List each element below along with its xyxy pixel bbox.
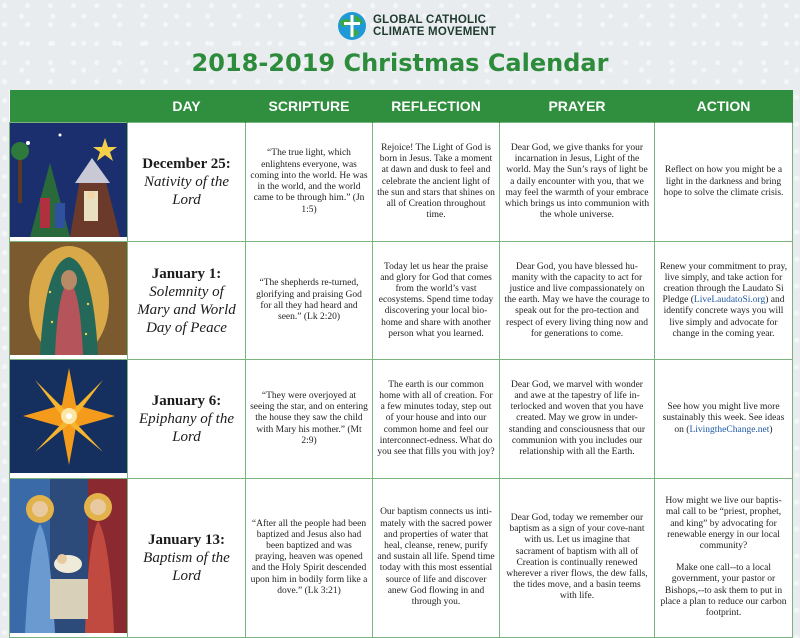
reflection-cell: Rejoice! The Light of God is born in Jesus. Take a moment at dawn and dusk to feel and celebrate the ancient light of the sun and stars that shines on all of Creation throughout time. bbox=[373, 123, 500, 242]
header-day: DAY bbox=[128, 90, 246, 123]
action-text-post: ) bbox=[769, 424, 773, 435]
action-text-pre: Renew your commitment to pray, live simply, and take action for creation through the Laudato Si Pledge ( bbox=[659, 261, 788, 306]
action-cell bbox=[655, 242, 793, 360]
day-date: January 6: bbox=[151, 393, 222, 409]
globe-icon bbox=[337, 11, 367, 41]
header-prayer: PRAYER bbox=[500, 90, 655, 123]
prayer-cell: Dear God, today we remember our baptism as a sign of your cove-nant with us. Let us imagine that sacrament of baptism with all of Creation is continually renewed wherever a river flows, the dew falls, the tides move, and a basin teems with life. bbox=[500, 478, 655, 637]
prayer-cell: Dear God, you have blessed hu-manity with the capacity to act for justice and live compassionately on the earth. May we have the courage to speak out for the pro-tection and respect of every living thing now and for generations to come. bbox=[500, 242, 655, 360]
table-row bbox=[10, 478, 793, 637]
action-text-2: Make one call--to a local government, your pastor or Bishops,--to ask them to put in place a plan to reduce our carbon footprint. bbox=[660, 563, 787, 619]
star-image bbox=[10, 360, 128, 478]
calendar-table bbox=[9, 90, 793, 638]
brand-line-1: GLOBAL CATHOLIC bbox=[373, 14, 487, 26]
day-cell bbox=[128, 123, 246, 242]
prayer-cell: Dear God, we marvel with wonder and awe at the tapestry of life in-terlocked and woven that you have created. May we grow in under-standing and consciousness that our communion with you includes our relationship with all the Earth. bbox=[500, 360, 655, 478]
baptism-image bbox=[10, 478, 128, 637]
day-date: January 1: bbox=[151, 265, 222, 282]
day-feast: Baptism of the Lord bbox=[143, 549, 230, 584]
brand-line-2: CLIMATE MOVEMENT bbox=[373, 26, 497, 38]
action-text-1: How might we live our baptis-mal call to be “priest, prophet, and king” by advocating for renewable energy in our local community? bbox=[665, 496, 782, 551]
day-cell bbox=[128, 360, 246, 478]
scripture-cell: “After all the people had been baptized and Jesus also had been baptized and was praying, heaven was opened and the Holy Spirit descended upon him in bodily form like a dove.” (Lk 3:21) bbox=[246, 478, 373, 637]
table-row bbox=[10, 123, 793, 242]
action-text-pre: See how you might live more sustainably this week. See ideas on ( bbox=[662, 402, 785, 435]
header-scripture: SCRIPTURE bbox=[246, 90, 373, 123]
mary-image bbox=[10, 242, 128, 360]
day-date: December 25: bbox=[142, 156, 231, 173]
laudato-si-link[interactable]: LiveLaudatoSi.org bbox=[693, 295, 766, 306]
table-row bbox=[10, 360, 793, 478]
table-row bbox=[10, 242, 793, 360]
day-feast: Solemnity of Mary and World Day of Peace bbox=[137, 283, 236, 336]
day-cell bbox=[128, 478, 246, 637]
day-date: January 13: bbox=[147, 531, 226, 548]
brand-logo bbox=[337, 8, 496, 44]
reflection-cell: Today let us hear the praise and glory for God that comes from the world’s vast ecosystems. Spend time today discovering your local bio-home and share with another person what you learned. bbox=[373, 242, 500, 360]
day-feast: Epiphany of the Lord bbox=[139, 411, 234, 445]
reflection-cell: The earth is our common home with all of creation. For a few minutes today, step out of your house and into our common home and feel our interconnect-edness. What do you see that fills you with joy? bbox=[373, 360, 500, 478]
living-the-change-link[interactable]: LivingtheChange.net bbox=[689, 424, 770, 435]
action-cell bbox=[655, 478, 793, 637]
header-reflection: REFLECTION bbox=[373, 90, 500, 123]
scripture-cell: “They were overjoyed at seeing the star, and on entering the house they saw the child with Mary his mother.” (Mt 2:9) bbox=[246, 360, 373, 478]
day-cell bbox=[128, 242, 246, 360]
action-text-post: ) and identify concrete ways you will live simply and advocate for change in the coming year. bbox=[663, 295, 785, 339]
page-title: 2018-2019 Christmas Calendar bbox=[191, 49, 609, 77]
scripture-cell: “The shepherds re-turned, glorifying and praising God for all they had heard and seen.” (Lk 2:20) bbox=[246, 242, 373, 360]
reflection-cell: Our baptism connects us inti-mately with the sacred power and properties of water that heal, cleanse, renew, purify and sustain all life. Spend time today with this most essential source of life and discover anew God flowing in and through you. bbox=[373, 478, 500, 637]
action-cell bbox=[655, 360, 793, 478]
scripture-cell: “The true light, which enlightens everyone, was coming into the world. He was in the world, and the world came to be through him.” (Jn 1:5) bbox=[246, 123, 373, 242]
header-image bbox=[10, 90, 128, 123]
nativity-image bbox=[10, 123, 128, 242]
header-row bbox=[10, 90, 793, 123]
day-feast: Nativity of the Lord bbox=[144, 174, 229, 209]
prayer-cell: Dear God, we give thanks for your incarnation in Jesus, Light of the world. May the Sun’s rays of light be a daily encounter with you, that we may feel the warmth of your embrace which brings us into communion with the whole universe. bbox=[500, 123, 655, 242]
brand-name bbox=[373, 14, 496, 38]
header-action: ACTION bbox=[655, 90, 793, 123]
action-cell: Reflect on how you might be a light in the darkness and bring hope to solve the climate crisis. bbox=[655, 123, 793, 242]
